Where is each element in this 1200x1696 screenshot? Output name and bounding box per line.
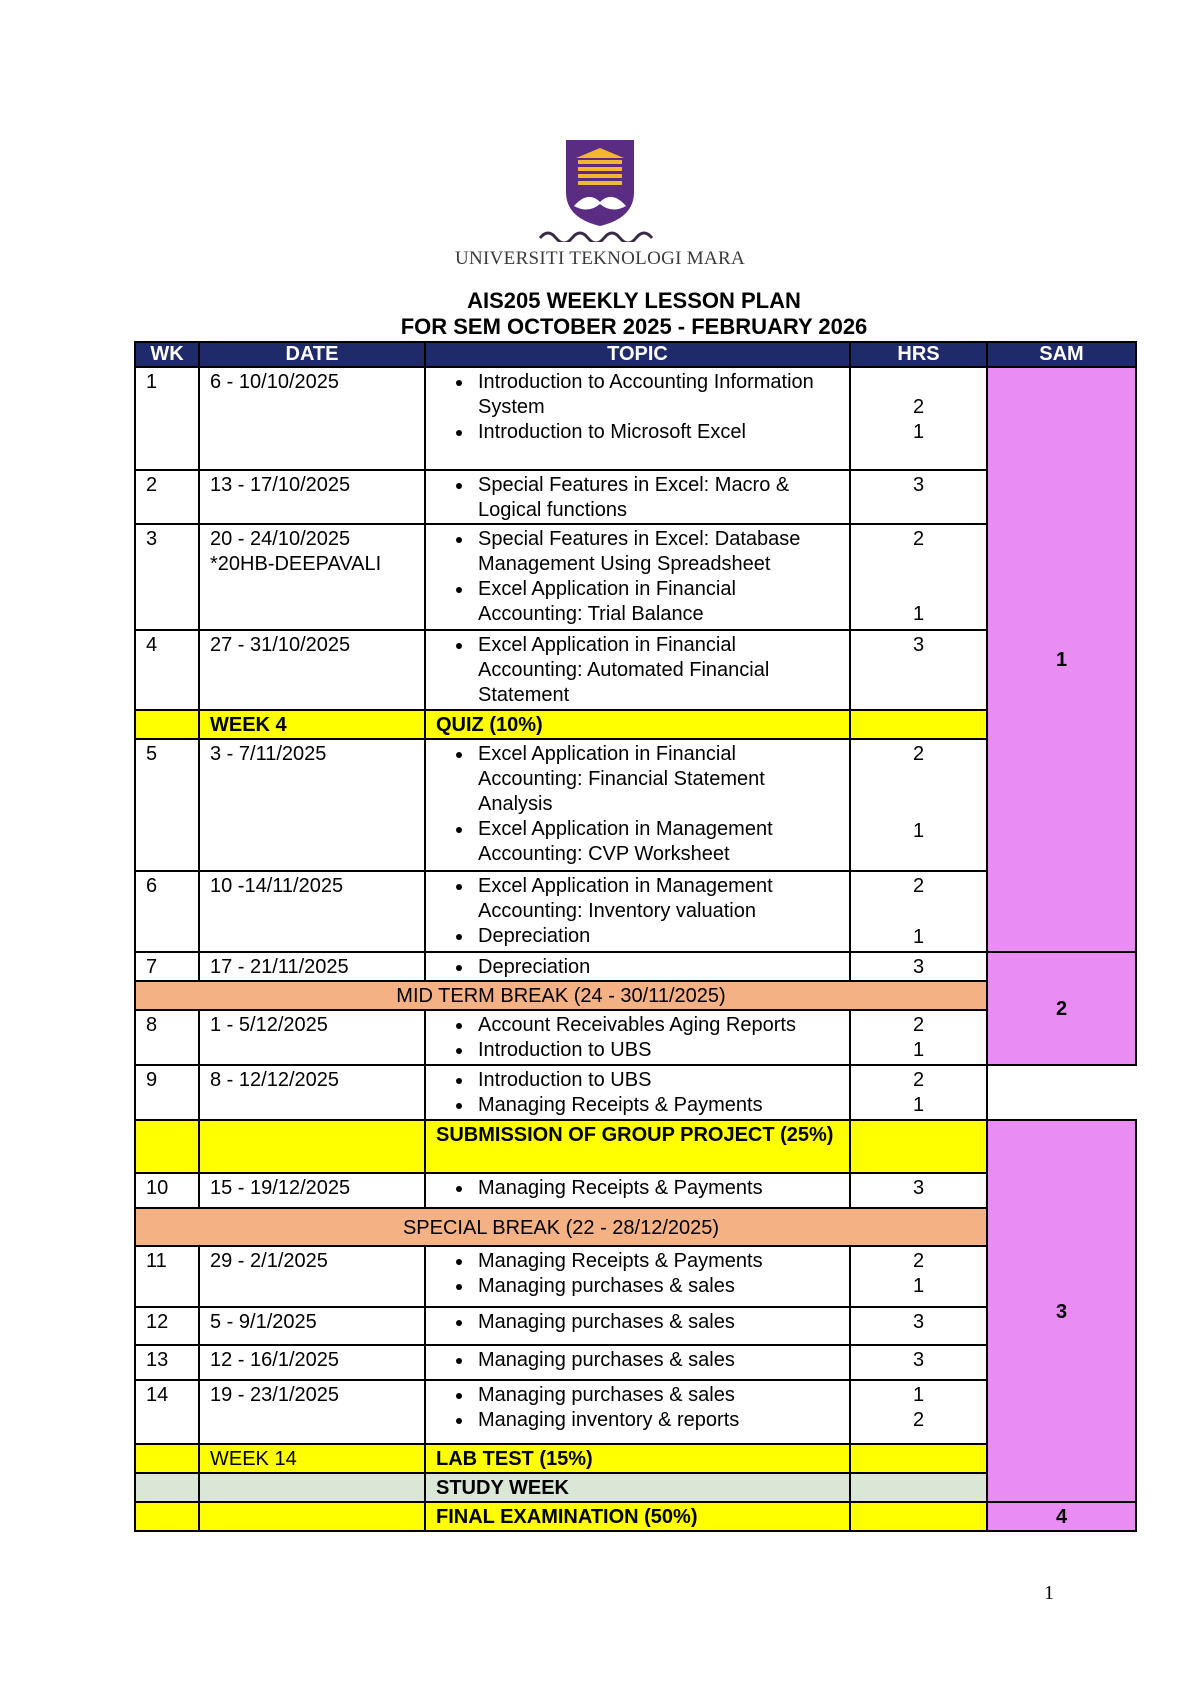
topic-item: • Introduction to UBS bbox=[474, 1038, 839, 1063]
hrs-cell bbox=[850, 871, 987, 952]
topic-cell bbox=[425, 1345, 850, 1380]
hrs-cell bbox=[850, 1246, 987, 1307]
week-cell: 1 bbox=[135, 367, 199, 470]
table-row bbox=[135, 1380, 1136, 1444]
topic-item: • Managing Receipts & Payments bbox=[474, 1249, 839, 1274]
topic-cell bbox=[425, 952, 850, 981]
hrs-value: 2 bbox=[912, 528, 925, 550]
final-exam-row bbox=[135, 1502, 1136, 1531]
topic-cell bbox=[425, 739, 850, 871]
hrs-cell bbox=[850, 1502, 987, 1531]
topic-item: • Special Features in Excel: Macro & Logical functions bbox=[474, 473, 839, 523]
date-cell: 27 - 31/10/2025 bbox=[199, 630, 425, 710]
week-cell: 6 bbox=[135, 871, 199, 952]
table-row bbox=[135, 470, 1136, 524]
topic-item: • Managing Receipts & Payments bbox=[474, 1176, 839, 1201]
week-cell: 11 bbox=[135, 1246, 199, 1307]
date-cell: 10 -14/11/2025 bbox=[199, 871, 425, 952]
date-cell: 3 - 7/11/2025 bbox=[199, 739, 425, 871]
week-cell: 4 bbox=[135, 630, 199, 710]
topic-cell: QUIZ (10%) bbox=[425, 710, 850, 739]
hrs-value: 1 bbox=[912, 421, 925, 443]
date-cell: 29 - 2/1/2025 bbox=[199, 1246, 425, 1307]
date-cell: 6 - 10/10/2025 bbox=[199, 367, 425, 470]
topic-item: • Depreciation bbox=[474, 924, 839, 949]
sam-cell-4: 4 bbox=[987, 1502, 1136, 1531]
date-cell: 5 - 9/1/2025 bbox=[199, 1307, 425, 1345]
topic-cell bbox=[425, 1380, 850, 1444]
table-row bbox=[135, 1173, 1136, 1208]
week-cell bbox=[135, 1444, 199, 1473]
date-value: 20 - 24/10/2025 bbox=[210, 528, 351, 550]
topic-cell bbox=[425, 1065, 850, 1120]
hrs-value: 1 bbox=[912, 820, 925, 842]
date-cell: 19 - 23/1/2025 bbox=[199, 1380, 425, 1444]
hrs-cell: 3 bbox=[850, 630, 987, 710]
topic-cell bbox=[425, 630, 850, 710]
special-break-row bbox=[135, 1208, 1136, 1246]
sam-cell-1: 1 bbox=[987, 367, 1136, 952]
week-cell: 7 bbox=[135, 952, 199, 981]
header-hrs: HRS bbox=[850, 342, 987, 367]
title-line-2: FOR SEM OCTOBER 2025 - FEBRUARY 2026 bbox=[400, 314, 868, 339]
hrs-value: 2 bbox=[912, 1069, 925, 1091]
hrs-cell bbox=[850, 1010, 987, 1065]
week-cell bbox=[135, 1502, 199, 1531]
hrs-cell bbox=[850, 1065, 987, 1120]
uitm-logo bbox=[440, 140, 760, 270]
table-row bbox=[135, 524, 1136, 630]
topic-item: • Excel Application in Financial Accounting: Financial Statement Analysis bbox=[474, 742, 839, 817]
date-cell: WEEK 4 bbox=[199, 710, 425, 739]
date-cell: 8 - 12/12/2025 bbox=[199, 1065, 425, 1120]
topic-cell bbox=[425, 1173, 850, 1208]
week-cell: 12 bbox=[135, 1307, 199, 1345]
date-cell bbox=[199, 1120, 425, 1173]
topic-cell: SUBMISSION OF GROUP PROJECT (25%) bbox=[425, 1120, 850, 1173]
hrs-value: 2 bbox=[912, 396, 925, 418]
hrs-cell bbox=[850, 710, 987, 739]
hrs-cell bbox=[850, 739, 987, 871]
topic-item: • Account Receivables Aging Reports bbox=[474, 1013, 839, 1038]
hrs-cell bbox=[850, 367, 987, 470]
university-name: UNIVERSITI TEKNOLOGI MARA bbox=[454, 248, 745, 269]
topic-item: • Introduction to Accounting Information System bbox=[474, 370, 839, 420]
lab-test-row bbox=[135, 1444, 1136, 1473]
topic-cell bbox=[425, 1307, 850, 1345]
table-row bbox=[135, 1307, 1136, 1345]
sam-cell-2: 2 bbox=[987, 952, 1136, 1065]
hrs-cell bbox=[850, 1120, 987, 1173]
hrs-cell: 3 bbox=[850, 470, 987, 524]
topic-item: • Depreciation bbox=[474, 955, 839, 980]
week-cell bbox=[135, 710, 199, 739]
hrs-cell: 3 bbox=[850, 952, 987, 981]
table-row bbox=[135, 1345, 1136, 1380]
hrs-value: 1 bbox=[912, 603, 925, 625]
topic-cell bbox=[425, 470, 850, 524]
header-topic: TOPIC bbox=[425, 342, 850, 367]
hrs-value: 1 bbox=[912, 926, 925, 948]
header-sam: SAM bbox=[987, 342, 1136, 367]
date-cell: WEEK 14 bbox=[199, 1444, 425, 1473]
special-break-label: SPECIAL BREAK (22 - 28/12/2025) bbox=[135, 1208, 987, 1246]
week-cell: 2 bbox=[135, 470, 199, 524]
date-cell bbox=[199, 1473, 425, 1502]
hrs-value: 1 bbox=[912, 1384, 925, 1406]
topic-item: • Excel Application in Financial Accounting: Automated Financial Statement bbox=[474, 633, 839, 708]
date-cell bbox=[199, 1502, 425, 1531]
hrs-cell: 3 bbox=[850, 1307, 987, 1345]
hrs-value: 2 bbox=[912, 1409, 925, 1431]
table-row bbox=[135, 1010, 1136, 1065]
uitm-crest-icon bbox=[562, 140, 638, 226]
hrs-value: 1 bbox=[912, 1094, 925, 1116]
topic-cell: STUDY WEEK bbox=[425, 1473, 850, 1502]
week-cell: 9 bbox=[135, 1065, 199, 1120]
week-cell: 5 bbox=[135, 739, 199, 871]
hrs-cell bbox=[850, 524, 987, 630]
table-row bbox=[135, 952, 1136, 981]
header-wk: WK bbox=[135, 342, 199, 367]
date-cell: 17 - 21/11/2025 bbox=[199, 952, 425, 981]
lesson-plan-table bbox=[134, 341, 1137, 1532]
week-cell: 13 bbox=[135, 1345, 199, 1380]
hrs-value: 1 bbox=[912, 1039, 925, 1061]
hrs-value: 2 bbox=[912, 875, 925, 897]
topic-cell bbox=[425, 1246, 850, 1307]
topic-item: • Excel Application in Financial Accounting: Trial Balance bbox=[474, 577, 839, 627]
topic-cell: FINAL EXAMINATION (50%) bbox=[425, 1502, 850, 1531]
jawi-script-icon bbox=[470, 226, 730, 242]
hrs-value: 2 bbox=[912, 743, 925, 765]
topic-cell bbox=[425, 1010, 850, 1065]
date-cell: 13 - 17/10/2025 bbox=[199, 470, 425, 524]
hrs-cell: 3 bbox=[850, 1345, 987, 1380]
hrs-cell bbox=[850, 1444, 987, 1473]
topic-item: • Managing purchases & sales bbox=[474, 1274, 839, 1299]
study-week-row bbox=[135, 1473, 1136, 1502]
table-row bbox=[135, 367, 1136, 470]
document-title bbox=[134, 288, 1134, 340]
table-row bbox=[135, 739, 1136, 871]
hrs-cell: 3 bbox=[850, 1173, 987, 1208]
table-row bbox=[135, 1246, 1136, 1307]
header-row bbox=[135, 342, 1136, 367]
hrs-cell bbox=[850, 1473, 987, 1502]
date-cell: 12 - 16/1/2025 bbox=[199, 1345, 425, 1380]
week-cell bbox=[135, 1120, 199, 1173]
hrs-value: 2 bbox=[912, 1250, 925, 1272]
sam-cell-3: 3 bbox=[987, 1120, 1136, 1502]
midterm-break-row bbox=[135, 981, 1136, 1010]
date-cell bbox=[199, 524, 425, 630]
topic-item: • Introduction to UBS bbox=[474, 1068, 839, 1093]
date-cell: 15 - 19/12/2025 bbox=[199, 1173, 425, 1208]
topic-item: • Excel Application in Management Accounting: Inventory valuation bbox=[474, 874, 839, 924]
week-cell bbox=[135, 1473, 199, 1502]
topic-cell bbox=[425, 367, 850, 470]
date-cell: 1 - 5/12/2025 bbox=[199, 1010, 425, 1065]
topic-item: • Managing purchases & sales bbox=[474, 1310, 839, 1335]
week-cell: 10 bbox=[135, 1173, 199, 1208]
topic-item: • Managing purchases & sales bbox=[474, 1383, 839, 1408]
week-cell: 3 bbox=[135, 524, 199, 630]
topic-cell: LAB TEST (15%) bbox=[425, 1444, 850, 1473]
hrs-value: 2 bbox=[912, 1014, 925, 1036]
topic-item: • Introduction to Microsoft Excel bbox=[474, 420, 839, 445]
hrs-value: 1 bbox=[912, 1275, 925, 1297]
page-number: 1 bbox=[1044, 1582, 1054, 1604]
title-line-1: AIS205 WEEKLY LESSON PLAN bbox=[467, 288, 801, 313]
table-row bbox=[135, 630, 1136, 710]
header-date: DATE bbox=[199, 342, 425, 367]
table-row bbox=[135, 871, 1136, 952]
topic-item: • Special Features in Excel: Database Management Using Spreadsheet bbox=[474, 527, 839, 577]
hrs-cell bbox=[850, 1380, 987, 1444]
topic-item: • Excel Application in Management Accounting: CVP Worksheet bbox=[474, 817, 839, 867]
topic-item: • Managing Receipts & Payments bbox=[474, 1093, 839, 1118]
topic-cell bbox=[425, 524, 850, 630]
table-row bbox=[135, 1065, 1136, 1120]
quiz-row bbox=[135, 710, 1136, 739]
midterm-break-label: MID TERM BREAK (24 - 30/11/2025) bbox=[135, 981, 987, 1010]
week-cell: 8 bbox=[135, 1010, 199, 1065]
topic-cell bbox=[425, 871, 850, 952]
week-cell: 14 bbox=[135, 1380, 199, 1444]
topic-item: • Managing inventory & reports bbox=[474, 1408, 839, 1433]
holiday-note: *20HB-DEEPAVALI bbox=[210, 553, 382, 575]
topic-item: • Managing purchases & sales bbox=[474, 1348, 839, 1373]
project-row bbox=[135, 1120, 1136, 1173]
